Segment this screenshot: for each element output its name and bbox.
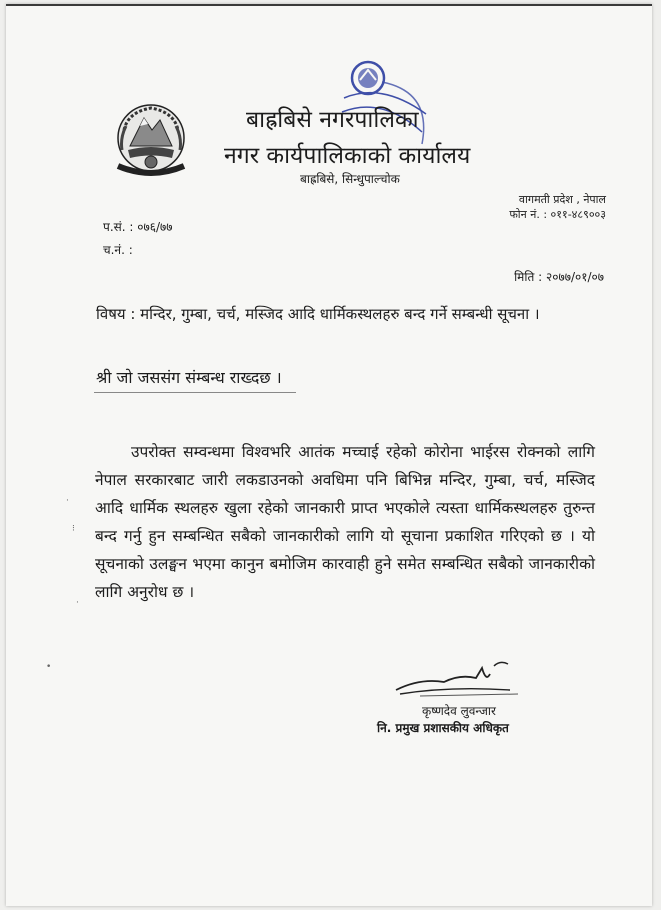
office-name: नगर कार्यपालिकाको कार्यालय [224,143,471,169]
phone-line: फोन नं. : ०११-४८९००३ [509,208,606,221]
signatory-designation: नि. प्रमुख प्रशासकीय अधिकृत [377,721,509,735]
province-line: वागमती प्रदेश , नेपाल [518,193,606,206]
handwritten-signature [390,656,530,700]
signatory-name: कृष्णदेव लुवन्जार [422,704,496,718]
letter-page [6,4,652,906]
scan-mark: · [76,598,79,608]
scan-mark: · [66,496,69,506]
scan-mark: • [46,662,52,672]
salutation-underline [94,392,296,393]
office-address: बाह्रबिसे, सिन्धुपाल्चोक [300,172,400,186]
letter-subject: विषय : मन्दिर, गुम्बा, चर्च, मस्जिद आदि धार्मिकस्थलहरु बन्द गर्ने सम्बन्धी सूचना । [96,305,540,323]
letter-body: उपरोक्त सम्वन्धमा विश्वभरि आतंक मच्चाई रहेको कोरोना भाईरस रोक्नको लागि नेपाल सरकारबाट जारी लकडाउनको अवधिमा पनि बिभिन्न मन्दिर, गुम्बा, चर्च, मस्जिद आदि धार्मिक स्थलहरु खुला रहेको जानकारी प्राप्त भएकोले त्यस्ता धार्मिकस्थलहरु तुरुन्त बन्द गर्नु हुन सम्बन्धित सबैको जानकारीको लागि यो सूचाना प्रकाशित गरिएको छ । यो सूचनाको उलङ्घन भएमा कानुन बमोजिम कारवाही हुने समेत सम्बन्धित सबैको जानकारीको लागि अनुरोध छ । [95,443,595,601]
nepal-emblem-icon [114,100,188,190]
municipality-name: बाह्रबिसे नगरपालिका [246,107,419,133]
scan-mark: ⁝ [72,524,75,534]
letter-date: मिति : २०७७/०१/०७ [514,270,604,284]
salutation: श्री जो जससंग संम्बन्ध राख्दछ । [96,368,282,387]
patra-sankhya: प.सं. : ०७६/७७ [103,220,173,234]
chalani-number: च.नं. : [103,243,133,257]
